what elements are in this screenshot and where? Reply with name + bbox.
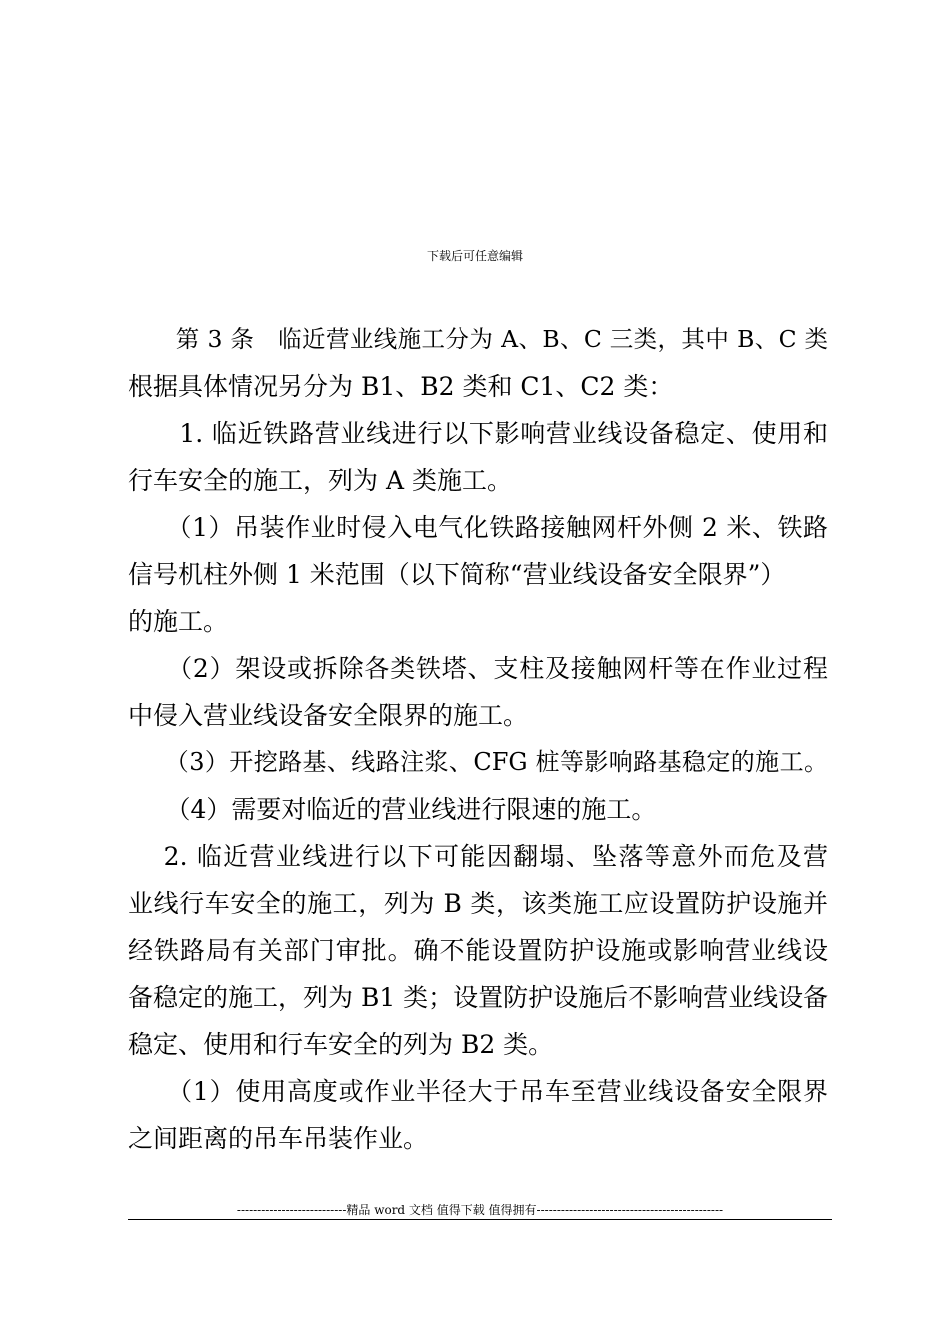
text-line: 之间距离的吊车吊装作业。 <box>128 1124 429 1153</box>
text-line: 经铁路局有关部门审批。确不能设置防护设施或影响营业线设 <box>128 936 828 965</box>
text-line: （4）需要对临近的营业线进行限速的施工。 <box>128 795 657 824</box>
footer-rule <box>128 1219 832 1220</box>
text-line: 中侵入营业线设备安全限界的施工。 <box>128 701 529 730</box>
text-line: 行车安全的施工，列为 A 类施工。 <box>128 466 512 495</box>
text-line: 业线行车安全的施工，列为 B 类，该类施工应设置防护设施并 <box>128 889 828 918</box>
text-line: （1）吊装作业时侵入电气化铁路接触网杆外侧 2 米、铁路 <box>128 513 828 542</box>
text-line: 2. 临近营业线进行以下可能因翻塌、坠落等意外而危及营 <box>128 842 828 871</box>
text-line: （1）使用高度或作业半径大于吊车至营业线设备安全限界 <box>128 1077 828 1106</box>
text-line: 的施工。 <box>128 607 229 636</box>
footer-note: ---------------------------精品 word 文档 值得下载 值得拥有---------------------------------------------- <box>236 1203 724 1217</box>
text-line: （3）开挖路基、线路注浆、CFG 桩等影响路基稳定的施工。 <box>128 748 828 776</box>
text-line: 根据具体情况另分为 B1、B2 类和 C1、C2 类： <box>128 372 674 401</box>
text-line: 稳定、使用和行车安全的列为 B2 类。 <box>128 1030 554 1059</box>
text-line: 信号机柱外侧 1 米范围（以下简称“营业线设备安全限界”） <box>128 560 786 589</box>
text-line: （2）架设或拆除各类铁塔、支柱及接触网杆等在作业过程 <box>128 654 828 683</box>
text-line: 1. 临近铁路营业线进行以下影响营业线设备稳定、使用和 <box>128 419 828 448</box>
header-note: 下载后可任意编辑 <box>426 249 523 263</box>
text-line: 第 3 条 临近营业线施工分为 A、B、C 三类，其中 B、C 类 <box>128 325 828 353</box>
document-body <box>128 316 828 1162</box>
text-line: 备稳定的施工，列为 B1 类；设置防护设施后不影响营业线设备 <box>128 983 829 1012</box>
